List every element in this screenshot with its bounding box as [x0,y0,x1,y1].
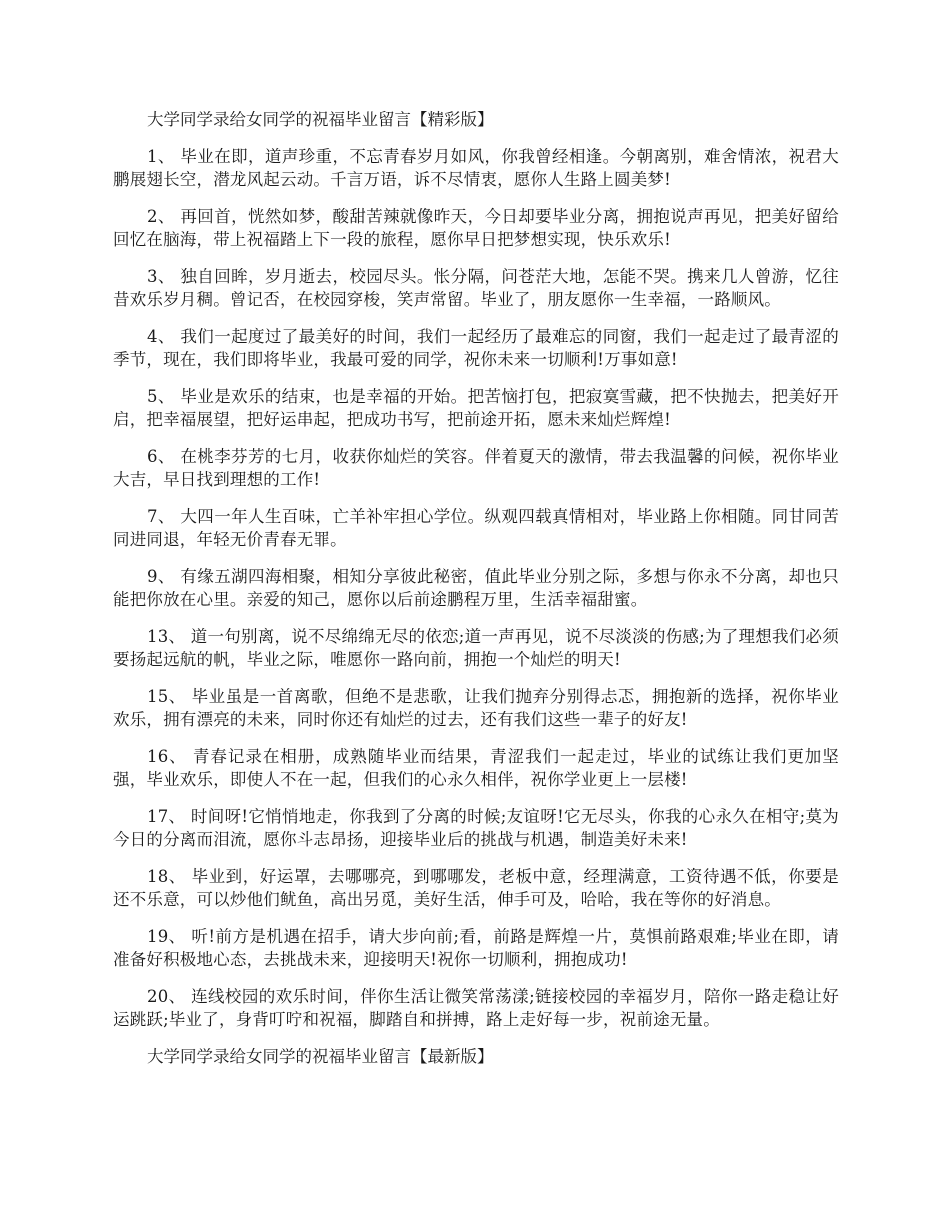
section-title-top: 大学同学录给女同学的祝福毕业留言【精彩版】 [147,110,494,129]
paragraph-3: 3、 独自回眸，岁月逝去，校园尽头。怅分隔，问苍茫大地，怎能不哭。携来几人曾游，忆往昔欢乐岁月稠。曾记否，在校园穿梭，笑声常留。毕业了，朋友愿你一生幸福，一路顺风。 [113,266,839,309]
document-page [113,108,839,1081]
paragraph-4: 4、 我们一起度过了最美好的时间，我们一起经历了最难忘的同窗，我们一起走过了最青涩的季节，现在，我们即将毕业，我最可爱的同学，祝你未来一切顺利!万事如意! [113,326,839,369]
paragraph-13: 13、 道一句别离，说不尽绵绵无尽的依恋;道一声再见，说不尽淡淡的伤感;为了理想我们必须要扬起远航的帆，毕业之际，唯愿你一路向前，拥抱一个灿烂的明天! [113,626,839,669]
paragraph-20: 20、 连线校园的欢乐时间，伴你生活让微笑常荡漾;链接校园的幸福岁月，陪你一路走稳让好运跳跃;毕业了，身背叮咛和祝福，脚踏自和拼搏，路上走好每一步，祝前途无量。 [113,986,839,1029]
section-title-bottom: 大学同学录给女同学的祝福毕业留言【最新版】 [147,1046,494,1066]
paragraph-16: 16、 青春记录在相册，成熟随毕业而结果，青涩我们一起走过，毕业的试练让我们更加坚强，毕业欢乐，即使人不在一起，但我们的心永久相伴，祝你学业更上一层楼! [113,746,839,789]
paragraph-5: 5、 毕业是欢乐的结束，也是幸福的开始。把苦恼打包，把寂寞雪藏，把不快抛去，把美好开启，把幸福展望，把好运串起，把成功书写，把前途开拓，愿未来灿烂辉煌! [113,386,839,429]
paragraph-6: 6、 在桃李芬芳的七月，收获你灿烂的笑容。伴着夏天的激情，带去我温馨的问候，祝你毕业大吉，早日找到理想的工作! [113,446,839,489]
paragraph-7: 7、 大四一年人生百味，亡羊补牢担心学位。纵观四载真情相对，毕业路上你相随。同甘同苦同进同退，年轻无价青春无罪。 [113,506,839,549]
paragraph-19: 19、 听!前方是机遇在招手，请大步向前;看，前路是辉煌一片，莫惧前路艰难;毕业在即，请准备好积极地心态，去挑战未来，迎接明天!祝你一切顺利，拥抱成功! [113,926,839,969]
paragraph-2: 2、 再回首，恍然如梦，酸甜苦辣就像昨天，今日却要毕业分离，拥抱说声再见，把美好留给回忆在脑海，带上祝福踏上下一段的旅程，愿你早日把梦想实现，快乐欢乐! [113,206,839,249]
paragraph-9: 9、 有缘五湖四海相聚，相知分享彼此秘密，值此毕业分别之际，多想与你永不分离，却也只能把你放在心里。亲爱的知己，愿你以后前途鹏程万里，生活幸福甜蜜。 [113,566,839,609]
paragraph-15: 15、 毕业虽是一首离歌，但绝不是悲歌，让我们抛弃分别得忐忑，拥抱新的选择，祝你毕业欢乐，拥有漂亮的未来，同时你还有灿烂的过去，还有我们这些一辈子的好友! [113,686,839,729]
paragraph-17: 17、 时间呀!它悄悄地走，你我到了分离的时候;友谊呀!它无尽头，你我的心永久在相守;莫为今日的分离而泪流，愿你斗志昂扬，迎接毕业后的挑战与机遇，制造美好未来! [113,806,839,849]
paragraph-1: 1、 毕业在即，道声珍重，不忘青春岁月如风，你我曾经相逢。今朝离别，难舍情浓，祝君大鹏展翅长空，潜龙风起云动。千言万语，诉不尽情衷，愿你人生路上圆美梦! [113,146,839,189]
paragraph-18: 18、 毕业到，好运罩，去哪哪亮，到哪哪发，老板中意，经理满意，工资待遇不低，你要是还不乐意，可以炒他们鱿鱼，高出另觅，美好生活，伸手可及，哈哈，我在等你的好消息。 [113,866,839,909]
